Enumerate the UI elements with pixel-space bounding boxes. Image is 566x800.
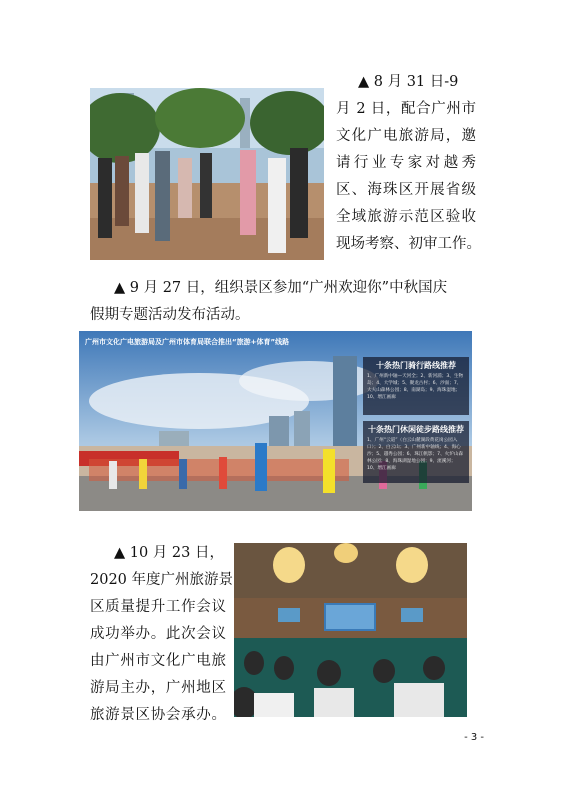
cycling-routes-list: 1、广州新中轴—天河全；2、新河浦；3、生物岛；4、大学城；5、聚龙古村；6、沙面；7、大夫山森林公园；8、南湖岛；9、海珠湿地；10、增江画廊 xyxy=(367,374,464,400)
section1-line-6: 全域旅游示范区验收 xyxy=(336,209,476,225)
section3-line-7: 旅游景区协会承办。 xyxy=(90,707,226,723)
section1-line-4: 请行业专家对越秀 xyxy=(336,155,476,171)
page-number: - 3 - xyxy=(464,732,484,743)
inspection-photo xyxy=(90,88,324,260)
banner-title: 广州市文化广电旅游局及广州市体育局联合推出“旅游+体育”线路 xyxy=(85,338,290,346)
section3-line-6: 游局主办，广州地区 xyxy=(90,680,226,696)
section1-line-3: 文化广电旅游局，邀 xyxy=(336,128,476,144)
section2-line-2: 假期专题活动发布活动。 xyxy=(90,307,250,323)
section1-text xyxy=(336,69,481,258)
cycling-routes-heading: 十条热门骑行路线推荐 xyxy=(376,361,456,370)
hiking-routes-box xyxy=(363,421,469,483)
tourism-sports-banner xyxy=(79,331,472,511)
section2-text xyxy=(90,275,476,329)
section1-line-1: ▲ 8 月 31 日-9 xyxy=(358,74,459,90)
section1-line-5: 区、海珠区开展省级 xyxy=(336,182,476,198)
section3-text xyxy=(90,540,234,729)
hiking-routes-list: 1、广州“云道”（白云山麓湖段黄花岗公园入口）；2、白云山；3、广州新中轴线；4、海心沙；5、越秀公园；6、珠江帆影；7、火炉山森林公园；8、海珠湖湿地公园；9、流溪河；10、增江画廊 xyxy=(367,438,464,471)
section3-line-2: 2020 年度广州旅游景 xyxy=(90,572,234,588)
section3-line-4: 成功举办。此次会议 xyxy=(90,626,226,642)
section3-line-3: 区质量提升工作会议 xyxy=(90,599,226,615)
conference-photo xyxy=(234,543,467,717)
cycling-routes-box xyxy=(363,357,469,415)
section1-line-2: 月 2 日，配合广州市 xyxy=(336,101,476,117)
section3-line-1: ▲ 10 月 23 日， xyxy=(114,545,224,561)
section1-line-7: 现场考察、初审工作。 xyxy=(336,236,481,252)
section2-line-1: ▲ 9 月 27 日，组织景区参加“广州欢迎你”中秋国庆 xyxy=(114,280,448,296)
section3-line-5: 由广州市文化广电旅 xyxy=(90,653,226,669)
hiking-routes-heading: 十条热门休闲徒步路线推荐 xyxy=(368,425,464,434)
